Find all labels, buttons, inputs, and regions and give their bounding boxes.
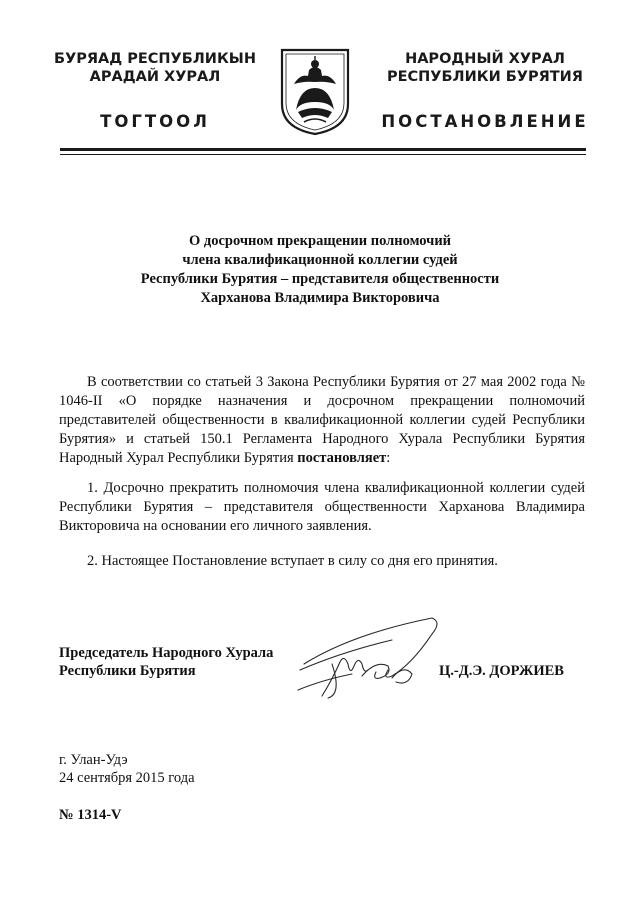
header-left-line2: АРАДАЙ ХУРАЛ [89,69,221,85]
decree-item-1 [59,479,585,536]
decree-word: постановляет [297,450,387,466]
title-line: Республики Бурятия – представителя общественности [140,271,500,287]
decree-item-1-text: 1. Досрочно прекратить полномочия члена квалификационной коллегии судей Республики Бурятия – представителя общественности Харханова Владимира Викторовича на основании его личного заявления. [59,480,585,534]
signatory-title [59,644,273,680]
title-line: члена квалификационной коллегии судей [182,252,458,268]
header-right-doc-type: ПОСТАНОВЛЕНИЕ [381,112,589,131]
place-and-date [59,751,195,787]
signatory-title-line1: Председатель Народного Хурала [59,645,274,661]
header-right-line1: НАРОДНЫЙ ХУРАЛ [405,51,565,67]
decree-punct: : [386,450,391,466]
decree-item-2 [59,552,585,571]
city: г. Улан-Удэ [59,752,128,768]
header-divider-thick [60,148,586,151]
header-left-doc-type: ТОГТООЛ [100,112,210,131]
signatory-name: Ц.-Д.Э. ДОРЖИЕВ [439,663,564,679]
header-divider-thin [60,154,586,155]
decree-item-2-text: 2. Настоящее Постановление вступает в силу со дня его принятия. [87,553,498,569]
document-title [80,232,560,308]
handwritten-signature [292,604,444,702]
preamble-paragraph [59,373,585,468]
preamble-text: В соответствии со статьей 3 Закона Республики Бурятия от 27 мая 2002 года № 1046-II «О порядке назначения и досрочном прекращении полномочий представителей общественности в квалификационной коллегии судей Республики Бурятия» и статьей 150.1 Регламента Народного Хурала Республики Бурятия Народный Хурал Республики Бурятия [59,374,585,466]
document-number: № 1314-V [59,807,122,823]
title-line: О досрочном прекращении полномочий [188,233,452,249]
date: 24 сентября 2015 года [59,770,195,786]
header-left-line1: БУРЯАД РЕСПУБЛИКЫН [54,51,256,67]
title-line: Харханова Владимира Викторовича [200,290,440,306]
buryatia-coat-of-arms-icon [278,44,352,136]
header-right-line2: РЕСПУБЛИКИ БУРЯТИЯ [387,69,583,85]
signatory-title-line2: Республики Бурятия [59,663,196,679]
